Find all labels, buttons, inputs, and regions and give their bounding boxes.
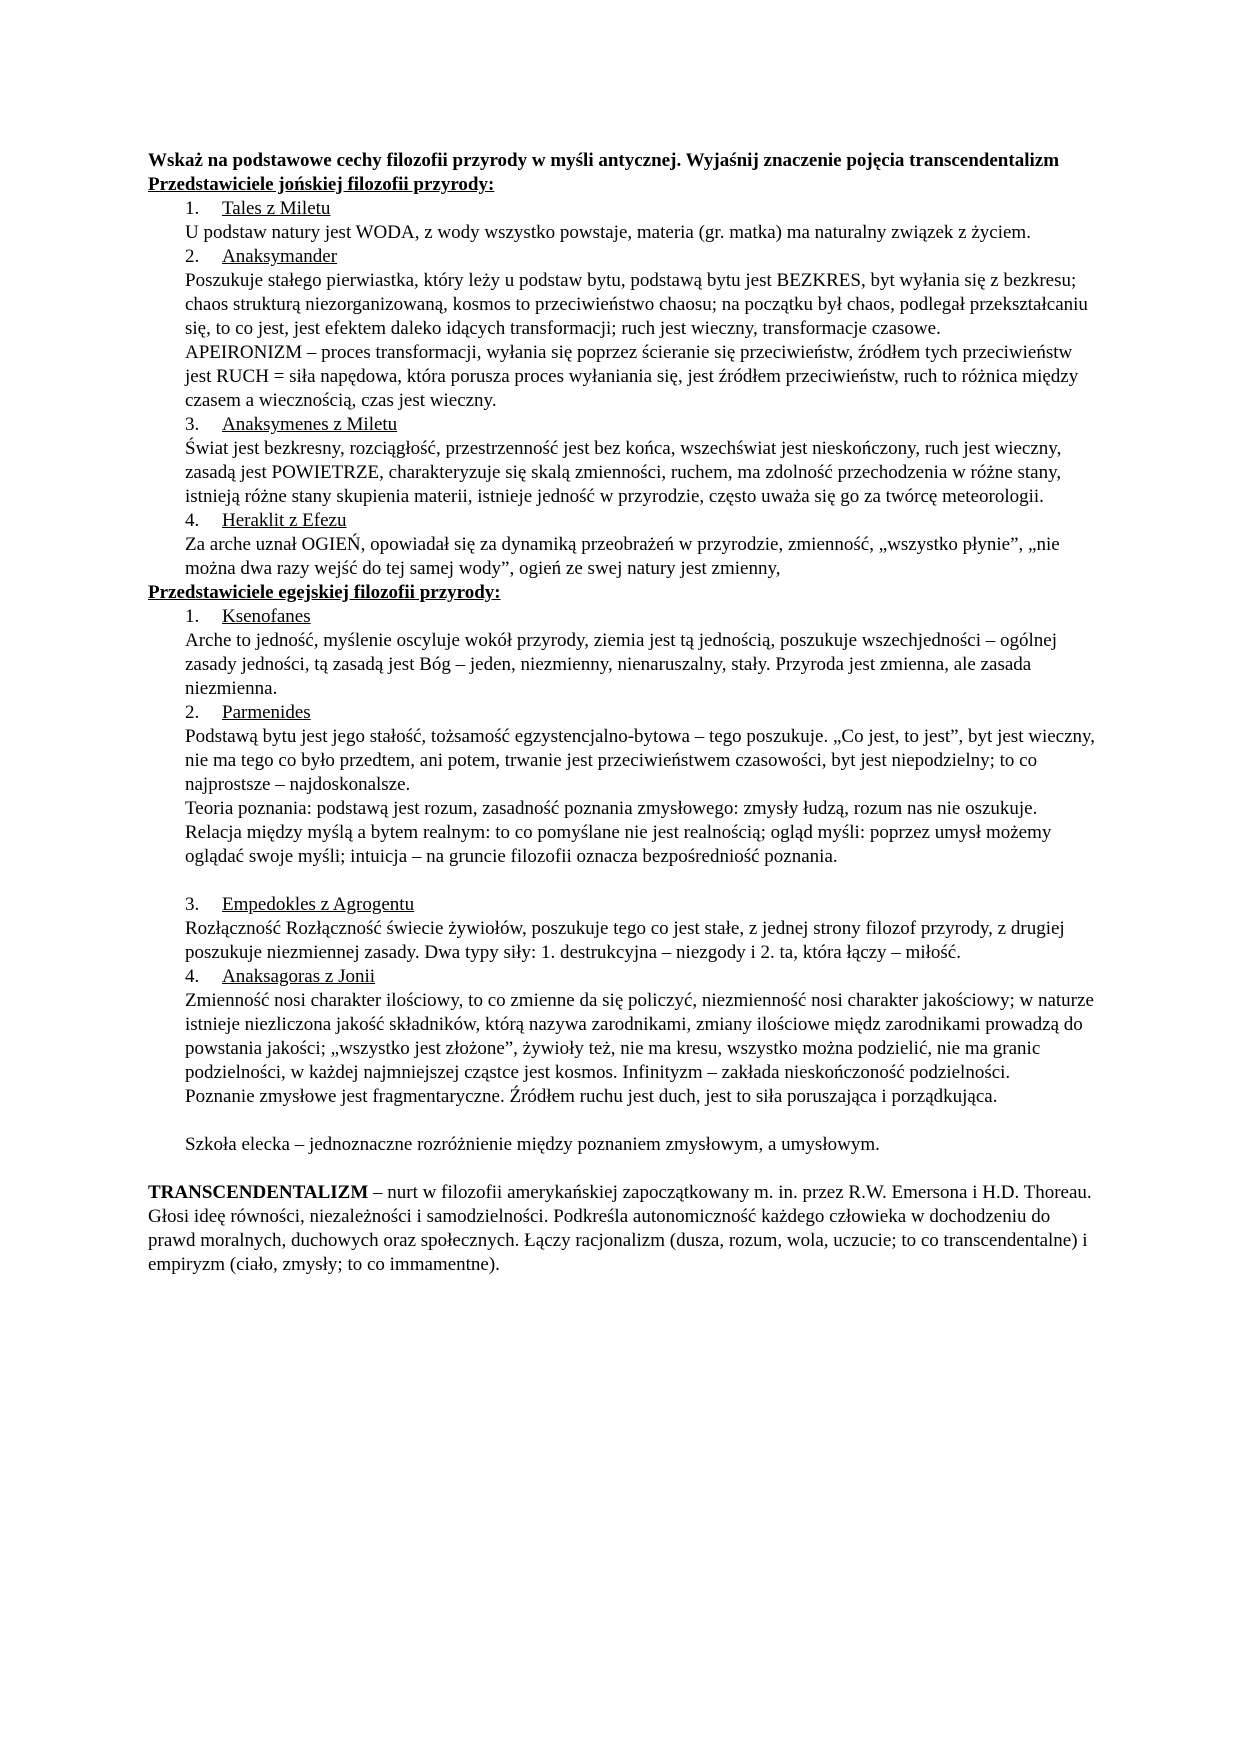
blank-line bbox=[148, 1157, 1098, 1181]
item-number: 2. bbox=[185, 702, 200, 723]
item-number: 3. bbox=[185, 894, 200, 915]
blank-line bbox=[148, 1109, 1098, 1133]
philosopher-name: Anaksymander bbox=[222, 246, 338, 267]
item-number: 2. bbox=[185, 246, 200, 267]
transcendentalism-text: – nurt w filozofii amerykańskiej zapoczątkowany m. in. przez R.W. Emersona i H.D. Thoreau. Głosi ideę równości, niezależności i samodzielności. Podkreśla autonomiczność każdego człowieka w dochodzeniu do prawd moralnych, duchowych oraz społecznych. Łączy racjonalizm (dusza, rozum, wola, uczucie; to co transcendentalne) i empiryzm (ciało, zmysły; to co immamentne). bbox=[148, 1182, 1092, 1275]
transcendentalism-term: TRANSCENDENTALIZM bbox=[148, 1182, 369, 1203]
philosopher-name: Anaksagoras z Jonii bbox=[222, 966, 376, 987]
philosopher-name: Tales z Miletu bbox=[222, 198, 331, 219]
philosopher-name: Heraklit z Efezu bbox=[222, 510, 347, 531]
philosopher-name: Parmenides bbox=[222, 702, 311, 723]
list-item-aegean-3 bbox=[185, 893, 1098, 965]
item-number: 1. bbox=[185, 198, 200, 219]
list-item-ionian-2 bbox=[185, 245, 1098, 413]
section-heading-ionian: Przedstawiciele jońskiej filozofii przyrody: bbox=[148, 174, 495, 195]
philosopher-name: Empedokles z Agrogentu bbox=[222, 894, 415, 915]
item-paragraph: Podstawą bytu jest jego stałość, tożsamość egzystencjalno-bytowa – tego poszukuje. „Co jest, to jest”, byt jest wieczny, nie ma tego co było przedtem, ani potem, trwanie jest przeciwieństwem czasowości, byt jest niepodzielny; to co najprostsze – najdoskonalsze. bbox=[185, 726, 1096, 795]
item-paragraph: Rozłączność Rozłączność świecie żywiołów, poszukuje tego co jest stałe, z jednej strony filozof przyrody, z drugiej poszukuje niezmiennej zasady. Dwa typy siły: 1. destrukcyjna – niezgody i 2. ta, która łączy – miłość. bbox=[185, 918, 1065, 963]
eleatic-school-note: Szkoła elecka – jednoznaczne rozróżnienie między poznaniem zmysłowym, a umysłowym. bbox=[185, 1134, 880, 1155]
list-item-aegean-4 bbox=[185, 965, 1098, 1109]
transcendentalism-definition bbox=[148, 1181, 1098, 1277]
item-number: 3. bbox=[185, 414, 200, 435]
item-number: 4. bbox=[185, 966, 200, 987]
document-body bbox=[148, 149, 1098, 1277]
document-title: Wskaż na podstawowe cechy filozofii przyrody w myśli antycznej. Wyjaśnij znaczenie pojęcia transcendentalizm bbox=[148, 150, 1060, 171]
item-paragraph: APEIRONIZM – proces transformacji, wyłania się poprzez ścieranie się przeciwieństw, źródłem tych przeciwieństw jest RUCH = siła napędowa, która porusza proces wyłaniania się, jest źródłem przeciwieństw, ruch to różnica między czasem a wiecznością, czas jest wieczny. bbox=[185, 342, 1079, 411]
list-item-ionian-1 bbox=[185, 197, 1098, 245]
list-item-ionian-4 bbox=[185, 509, 1098, 581]
item-number: 4. bbox=[185, 510, 200, 531]
item-number: 1. bbox=[185, 606, 200, 627]
item-paragraph: Poszukuje stałego pierwiastka, który leży u podstaw bytu, podstawą bytu jest BEZKRES, byt wyłania się z bezkresu; chaos strukturą niezorganizowaną, kosmos to przeciwieństwo chaosu; na początku był chaos, podlegał przekształcaniu się, to co jest, jest efektem daleko idących transformacji; ruch jest wieczny, transformacje czasowe. bbox=[185, 270, 1088, 339]
philosopher-name: Ksenofanes bbox=[222, 606, 311, 627]
item-paragraph: Zmienność nosi charakter ilościowy, to co zmienne da się policzyć, niezmienność nosi charakter jakościowy; w naturze istnieje niezliczona jakość składników, którą nazywa zarodnikami, zmiany ilościowe międz zarodnikami prowadzą do powstania jakości; „wszystko jest złożone”, żywioły też, nie ma kresu, wszystko można podzielić, nie ma granic podzielności, w każdej najmniejszej cząstce jest kosmos. Infinityzm – zakłada nieskończoność podzielności. bbox=[185, 990, 1094, 1083]
list-item-aegean-2 bbox=[185, 701, 1098, 869]
item-paragraph: Teoria poznania: podstawą jest rozum, zasadność poznania zmysłowego: zmysły łudzą, rozum nas nie oszukuje. Relacja między myślą a bytem realnym: to co pomyślane nie jest realnością; ogląd myśli: poprzez umysł możemy oglądać swoje myśli; intuicja – na gruncie filozofii oznacza bezpośredniość poznania. bbox=[185, 798, 1052, 867]
philosopher-name: Anaksymenes z Miletu bbox=[222, 414, 398, 435]
section-heading-aegean: Przedstawiciele egejskiej filozofii przyrody: bbox=[148, 582, 501, 603]
item-paragraph: Świat jest bezkresny, rozciągłość, przestrzenność jest bez końca, wszechświat jest nieskończony, ruch jest wieczny, zasadą jest POWIETRZE, charakteryzuje się skalą zmienności, ruchem, ma zdolność przechodzenia w różne stany, istnieją różne stany skupienia materii, istnieje jedność w przyrodzie, często uważa się go za twórcę meteorologii. bbox=[185, 438, 1062, 507]
item-paragraph: Za arche uznał OGIEŃ, opowiadał się za dynamiką przeobrażeń w przyrodzie, zmienność, „wszystko płynie”, „nie można dwa razy wejść do tej samej wody”, ogień ze swej natury jest zmienny, bbox=[185, 534, 1060, 579]
list-item-ionian-3 bbox=[185, 413, 1098, 509]
item-paragraph: Poznanie zmysłowe jest fragmentaryczne. Źródłem ruchu jest duch, jest to siła poruszająca i porządkująca. bbox=[185, 1086, 998, 1107]
item-paragraph: Arche to jedność, myślenie oscyluje wokół przyrody, ziemia jest tą jednością, poszukuje wszechjedności – ogólnej zasady jedności, tą zasadą jest Bóg – jeden, niezmienny, nienaruszalny, stały. Przyroda jest zmienna, ale zasada niezmienna. bbox=[185, 630, 1057, 699]
list-item-aegean-1 bbox=[185, 605, 1098, 701]
blank-line bbox=[148, 869, 1098, 893]
item-paragraph: U podstaw natury jest WODA, z wody wszystko powstaje, materia (gr. matka) ma naturalny związek z życiem. bbox=[185, 222, 1031, 243]
